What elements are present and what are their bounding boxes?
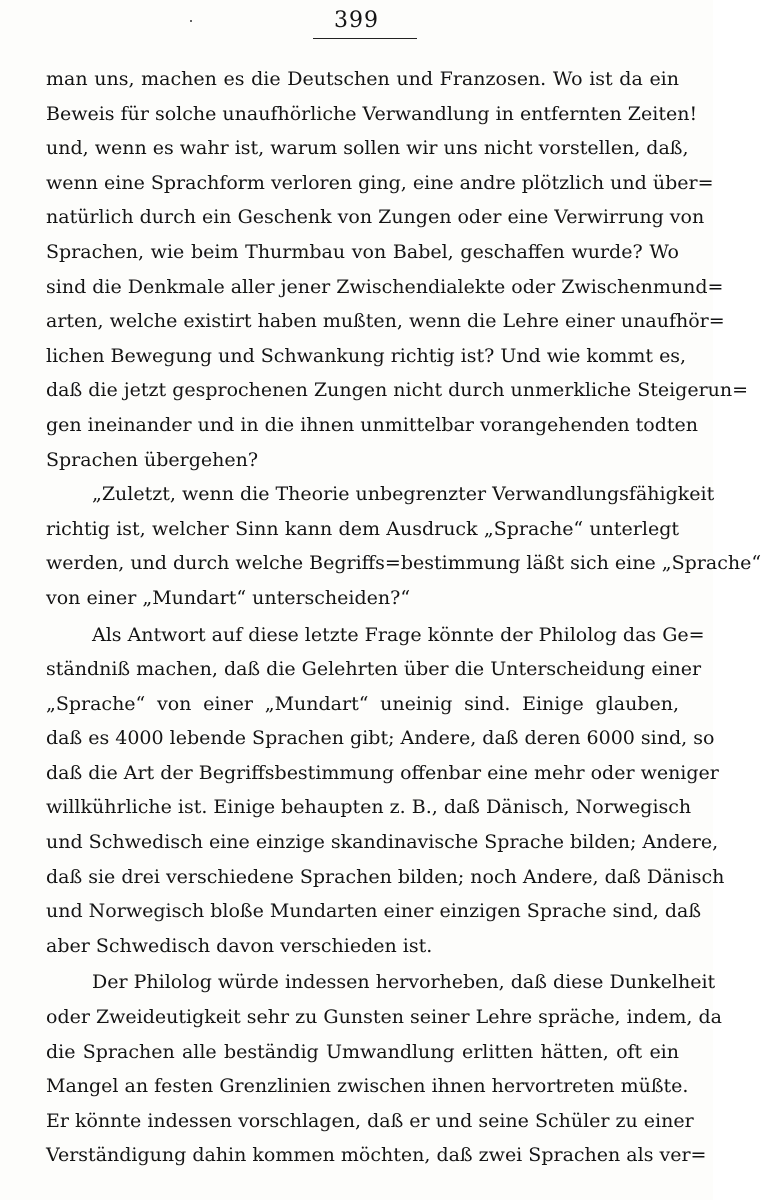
text-line: und Schwedisch eine einzige skandinavische Sprache bilden; Andere, <box>46 831 719 854</box>
text-line: ständniß machen, daß die Gelehrten über die Unterscheidung einer <box>46 658 702 681</box>
text-line: oder Zweideutigkeit sehr zu Gunsten seiner Lehre spräche, indem, da <box>46 1006 722 1029</box>
text-line: Mangel an festen Grenzlinien zwischen ihnen hervortreten müßte. <box>46 1075 689 1098</box>
page-number: 399 <box>334 8 379 33</box>
text-line: von einer „Mundart“ unterscheiden?“ <box>46 586 411 609</box>
paragraph-start-line: „Zuletzt, wenn die Theorie unbegrenzter Verwandlungsfähigkeit <box>92 483 715 506</box>
text-line: die Sprachen alle beständig Umwandlung erlitten hätten, oft ein <box>46 1040 679 1063</box>
text-line: aber Schwedisch davon verschieden ist. <box>46 934 433 957</box>
text-line: natürlich durch ein Geschenk von Zungen oder eine Verwirrung von <box>46 206 705 229</box>
text-line: daß sie drei verschiedene Sprachen bilden; noch Andere, daß Dänisch <box>46 865 725 888</box>
text-line: daß die jetzt gesprochenen Zungen nicht durch unmerkliche Steigerun= <box>46 379 749 402</box>
text-line: sind die Denkmale aller jener Zwischendialekte oder Zwischenmund= <box>46 275 724 298</box>
text-line: wenn eine Sprachform verloren ging, eine andre plötzlich und über= <box>46 171 714 194</box>
header-rule <box>313 38 417 39</box>
text-line: Sprachen übergehen? <box>46 448 259 471</box>
text-line: Er könnte indessen vorschlagen, daß er und seine Schüler zu einer <box>46 1109 694 1132</box>
text-line: Beweis für solche unaufhörliche Verwandlung in entfernten Zeiten! <box>46 102 698 125</box>
text-line: daß die Art der Begriffsbestimmung offenbar eine mehr oder weniger <box>46 761 719 784</box>
paragraph-start-line: Als Antwort auf diese letzte Frage könnte der Philolog das Ge= <box>92 623 705 646</box>
text-line: lichen Bewegung und Schwankung richtig ist? Und wie kommt es, <box>46 344 687 367</box>
text-line: „Sprache“ von einer „Mundart“ uneinig sind. Einige glauben, <box>46 692 679 715</box>
text-line: richtig ist, welcher Sinn kann dem Ausdruck „Sprache“ unterlegt <box>46 517 679 540</box>
text-line: gen ineinander und in die ihnen unmittelbar vorangehenden todten <box>46 413 699 436</box>
text-line: arten, welche existirt haben mußten, wenn die Lehre einer unaufhör= <box>46 310 725 333</box>
text-line: daß es 4000 lebende Sprachen gibt; Andere, daß deren 6000 sind, so <box>46 727 715 750</box>
body-text <box>46 62 761 1173</box>
text-line: Verständigung dahin kommen möchten, daß zwei Sprachen als ver= <box>46 1144 707 1167</box>
paragraph-start-line: Der Philolog würde indessen hervorheben, daß diese Dunkelheit <box>92 971 716 994</box>
text-line: Sprachen, wie beim Thurmbau von Babel, geschaffen wurde? Wo <box>46 240 679 263</box>
text-line: und Norwegisch bloße Mundarten einer einzigen Sprache sind, daß <box>46 900 702 923</box>
text-line: werden, und durch welche Begriffs=bestimmung läßt sich eine „Sprache“ <box>46 552 761 575</box>
text-line: man uns, machen es die Deutschen und Franzosen. Wo ist da ein <box>46 68 679 90</box>
text-line: und, wenn es wahr ist, warum sollen wir uns nicht vorstellen, daß, <box>46 137 689 160</box>
text-line: willkührliche ist. Einige behaupten z. B., daß Dänisch, Norwegisch <box>46 796 692 819</box>
